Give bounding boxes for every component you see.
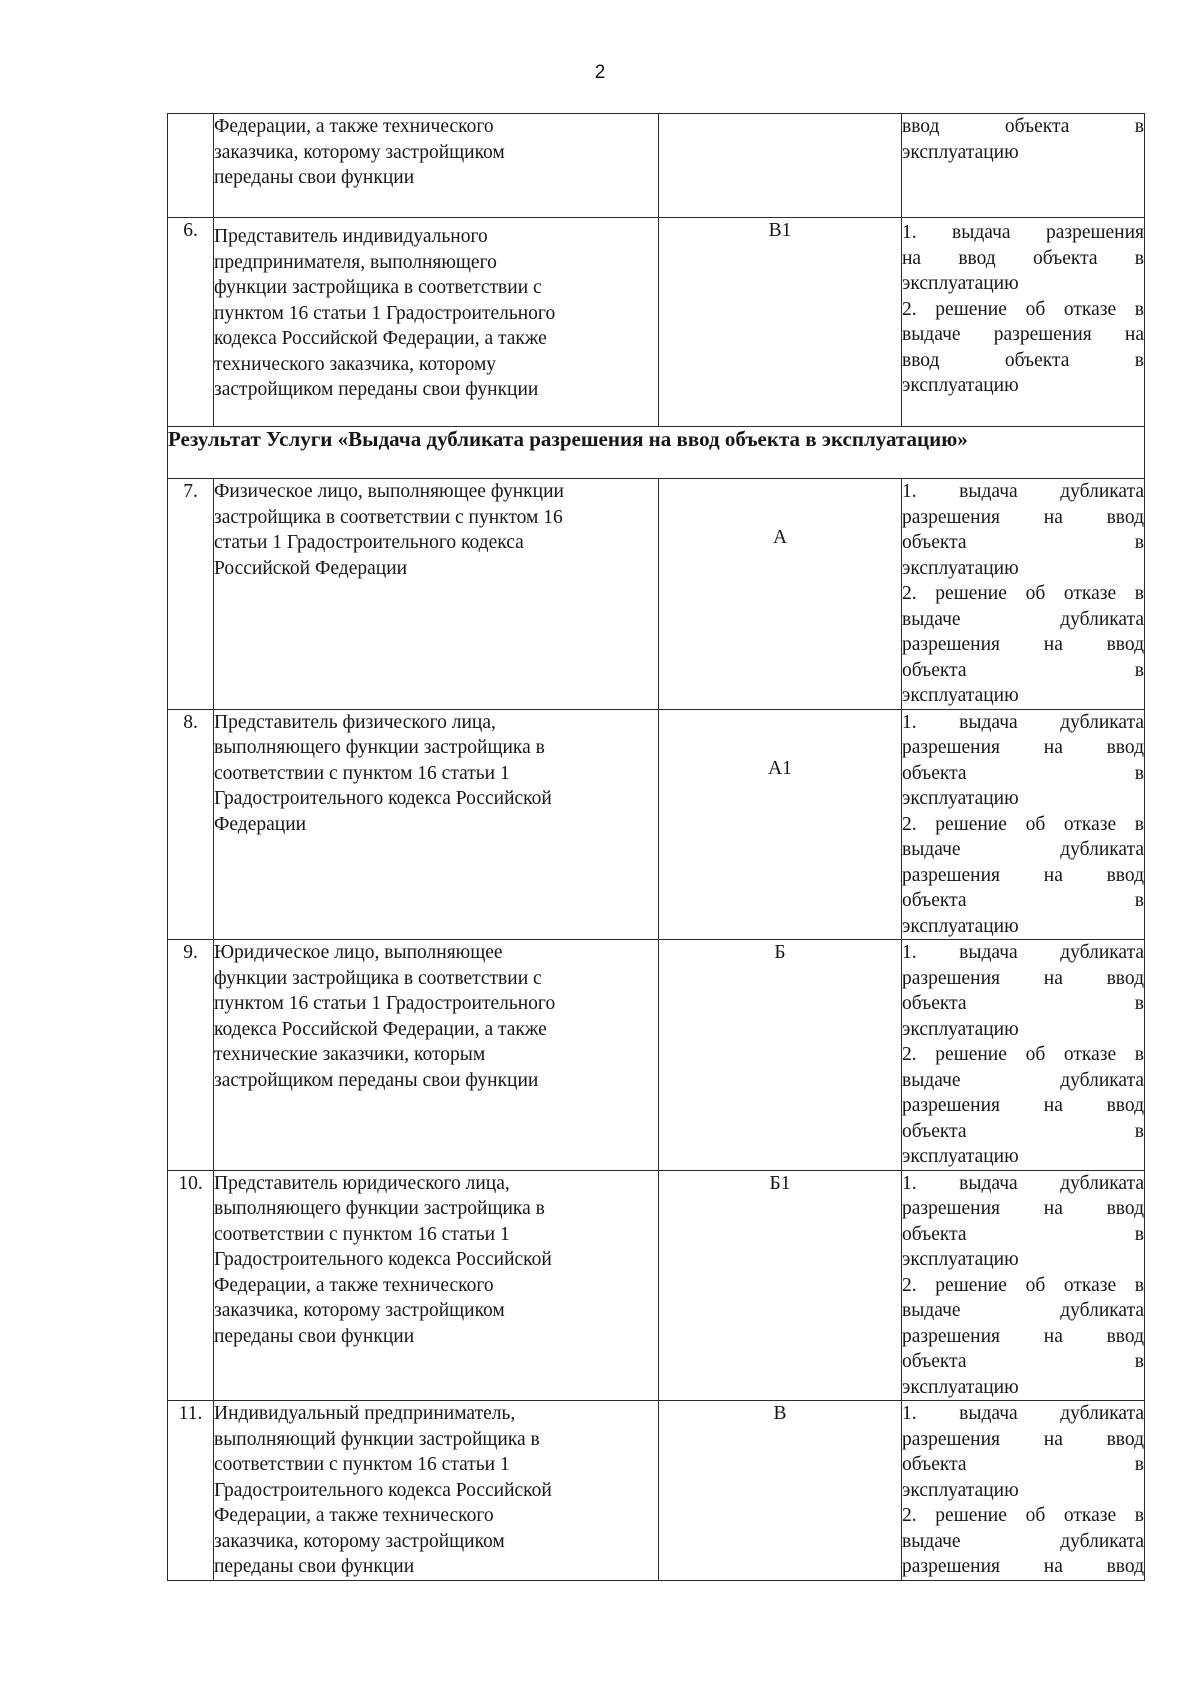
table-row	[168, 1170, 1145, 1401]
result-cell	[902, 940, 1145, 1171]
result-line: выдаче разрешения на	[902, 324, 1144, 345]
applicant-line: переданы свои функции	[214, 167, 415, 188]
result-line: разрешения на ввод	[902, 1556, 1144, 1577]
result-line: эксплуатацию	[902, 1018, 1019, 1040]
row-number: 11.	[168, 1401, 214, 1581]
result-line: 1. выдача разрешения	[902, 222, 1144, 243]
result-line: 1. выдача дубликата	[902, 942, 1144, 963]
row-number	[168, 114, 214, 218]
result-line: разрешения на ввод	[902, 634, 1144, 655]
result-line: 1. выдача дубликата	[902, 711, 1144, 733]
applicant-line: заказчика, которому застройщиком	[214, 141, 505, 163]
table-row	[168, 940, 1145, 1171]
result-line: разрешения на ввод	[902, 1428, 1144, 1450]
category-cell: Б1	[659, 1170, 902, 1401]
table-row-continued	[168, 114, 1145, 218]
category-cell	[659, 114, 902, 218]
result-line: объекта в	[902, 1454, 1144, 1475]
result-cell	[902, 479, 1145, 710]
result-line: 1. выдача дубликата	[902, 481, 1144, 502]
result-line: разрешения на ввод	[902, 1198, 1144, 1219]
applicant-line: Представитель физического лица,	[214, 711, 496, 733]
result-line: выдаче дубликата	[902, 608, 1144, 630]
result-line: объекта в	[902, 1223, 1144, 1245]
applicant-line: предпринимателя, выполняющего	[214, 251, 497, 273]
applicant-line: кодекса Российской Федерации, а также	[214, 1018, 547, 1040]
row-number: 8.	[168, 709, 214, 940]
row-number: 9.	[168, 940, 214, 1171]
applicant-line: Представитель индивидуального	[214, 226, 488, 247]
result-line: эксплуатацию	[902, 375, 1019, 396]
result-line: 1. выдача дубликата	[902, 1403, 1144, 1424]
table-row	[168, 709, 1145, 940]
result-line: эксплуатацию	[902, 141, 1019, 163]
applicant-line: кодекса Российской Федерации, а также	[214, 328, 547, 349]
applicant-line: соответствии с пунктом 16 статьи 1	[214, 762, 510, 784]
applicant-line: застройщика в соответствии с пунктом 16	[214, 506, 563, 528]
page-number: 2	[594, 62, 606, 83]
applicant-line: застройщиком переданы свои функции	[214, 379, 539, 400]
result-line: разрешения на ввод	[902, 1095, 1144, 1116]
result-line: 2. решение об отказе в	[902, 813, 1144, 835]
applicant-line: заказчика, которому застройщиком	[214, 1300, 505, 1321]
applicant-line: пунктом 16 статьи 1 Градостроительного	[214, 302, 556, 324]
applicant-line: Федерации, а также технического	[214, 116, 494, 137]
applicant-cell	[214, 479, 659, 710]
applicant-line: выполняющий функции застройщика в	[214, 1428, 540, 1450]
applicant-cell	[214, 218, 659, 427]
result-cell	[902, 709, 1145, 940]
result-line: эксплуатацию	[902, 1146, 1019, 1167]
result-line: эксплуатацию	[902, 1479, 1019, 1501]
category-cell: А	[659, 479, 902, 710]
applicant-cell	[214, 709, 659, 940]
result-line: выдаче дубликата	[902, 1069, 1144, 1091]
category-cell: В	[659, 1401, 902, 1581]
applicant-line: застройщиком переданы свои функции	[214, 1069, 539, 1091]
result-line: эксплуатацию	[902, 1376, 1019, 1398]
result-line: выдаче дубликата	[902, 839, 1144, 860]
applicant-line: Федерации, а также технического	[214, 1505, 494, 1526]
result-line: 2. решение об отказе в	[902, 583, 1144, 604]
table-row	[168, 218, 1145, 427]
result-line: объекта в	[902, 1351, 1144, 1372]
applicant-line: пунктом 16 статьи 1 Градостроительного	[214, 993, 556, 1014]
result-line: ввод объекта в	[902, 116, 1144, 137]
result-line: 2. решение об отказе в	[902, 1505, 1144, 1526]
applicant-line: Градостроительного кодекса Российской	[214, 788, 552, 809]
result-line: 2. решение об отказе в	[902, 1044, 1144, 1065]
result-line: объекта в	[902, 659, 1144, 681]
applicant-line: переданы свои функции	[214, 1556, 415, 1577]
result-line: выдаче дубликата	[902, 1530, 1144, 1552]
applicant-categories-table	[167, 113, 1145, 1581]
result-cell	[902, 218, 1145, 427]
applicant-cell	[214, 940, 659, 1171]
result-line: эксплуатацию	[902, 273, 1019, 294]
applicant-line: функции застройщика в соответствии с	[214, 967, 542, 989]
result-line: разрешения на ввод	[902, 864, 1144, 886]
category-cell: В1	[659, 218, 902, 427]
applicant-line: технические заказчики, которым	[214, 1044, 486, 1065]
result-line: разрешения на ввод	[902, 506, 1144, 528]
result-line: объекта в	[902, 762, 1144, 784]
result-line: разрешения на ввод	[902, 967, 1144, 989]
row-number: 6.	[168, 218, 214, 427]
applicant-line: Российской Федерации	[214, 557, 408, 579]
applicant-line: функции застройщика в соответствии с	[214, 277, 542, 298]
applicant-line: соответствии с пунктом 16 статьи 1	[214, 1454, 510, 1475]
result-line: 1. выдача дубликата	[902, 1172, 1144, 1194]
applicant-line: выполняющего функции застройщика в	[214, 1198, 545, 1219]
table-row	[168, 479, 1145, 710]
applicant-line: технического заказчика, которому	[214, 353, 497, 375]
applicant-line: Представитель юридического лица,	[214, 1172, 510, 1194]
applicant-line: Юридическое лицо, выполняющее	[214, 942, 503, 963]
category-cell: Б	[659, 940, 902, 1171]
applicant-line: статьи 1 Градостроительного кодекса	[214, 532, 524, 553]
result-line: ввод объекта в	[902, 349, 1144, 371]
result-line: эксплуатацию	[902, 685, 1019, 706]
applicant-line: Градостроительного кодекса Российской	[214, 1479, 552, 1501]
applicant-line: Индивидуальный предприниматель,	[214, 1403, 516, 1424]
row-number: 10.	[168, 1170, 214, 1401]
result-line: объекта в	[902, 1120, 1144, 1142]
applicant-cell	[214, 1401, 659, 1581]
applicant-line: соответствии с пунктом 16 статьи 1	[214, 1223, 510, 1245]
result-line: 2. решение об отказе в	[902, 1274, 1144, 1296]
result-line: 2. решение об отказе в	[902, 298, 1144, 320]
row-number: 7.	[168, 479, 214, 710]
section-header-row	[168, 427, 1145, 479]
applicant-line: заказчика, которому застройщиком	[214, 1530, 505, 1552]
applicant-cell	[214, 1170, 659, 1401]
result-line: объекта в	[902, 890, 1144, 911]
applicant-line: Физическое лицо, выполняющее функции	[214, 481, 564, 502]
applicant-line: Федерации, а также технического	[214, 1274, 494, 1296]
applicant-cell	[214, 114, 659, 218]
result-cell	[902, 1170, 1145, 1401]
result-line: разрешения на ввод	[902, 737, 1144, 758]
result-cell	[902, 114, 1145, 218]
result-line: объекта в	[902, 993, 1144, 1014]
applicant-line: Федерации	[214, 813, 307, 835]
table-row	[168, 1401, 1145, 1581]
result-line: разрешения на ввод	[902, 1325, 1144, 1347]
table-body	[168, 114, 1145, 1581]
result-line: эксплуатацию	[902, 788, 1019, 809]
result-line: эксплуатацию	[902, 557, 1019, 579]
category-cell: А1	[659, 709, 902, 940]
applicant-line: переданы свои функции	[214, 1325, 415, 1347]
result-line: на ввод объекта в	[902, 247, 1144, 269]
result-cell	[902, 1401, 1145, 1581]
result-line: эксплуатацию	[902, 1249, 1019, 1270]
result-line: объекта в	[902, 532, 1144, 553]
section-title: Результат Услуги «Выдача дубликата разрешения на ввод объекта в эксплуатацию»	[168, 427, 1145, 479]
applicant-line: выполняющего функции застройщика в	[214, 737, 545, 758]
applicant-line: Градостроительного кодекса Российской	[214, 1249, 552, 1270]
result-line: выдаче дубликата	[902, 1300, 1144, 1321]
result-line: эксплуатацию	[902, 915, 1019, 937]
